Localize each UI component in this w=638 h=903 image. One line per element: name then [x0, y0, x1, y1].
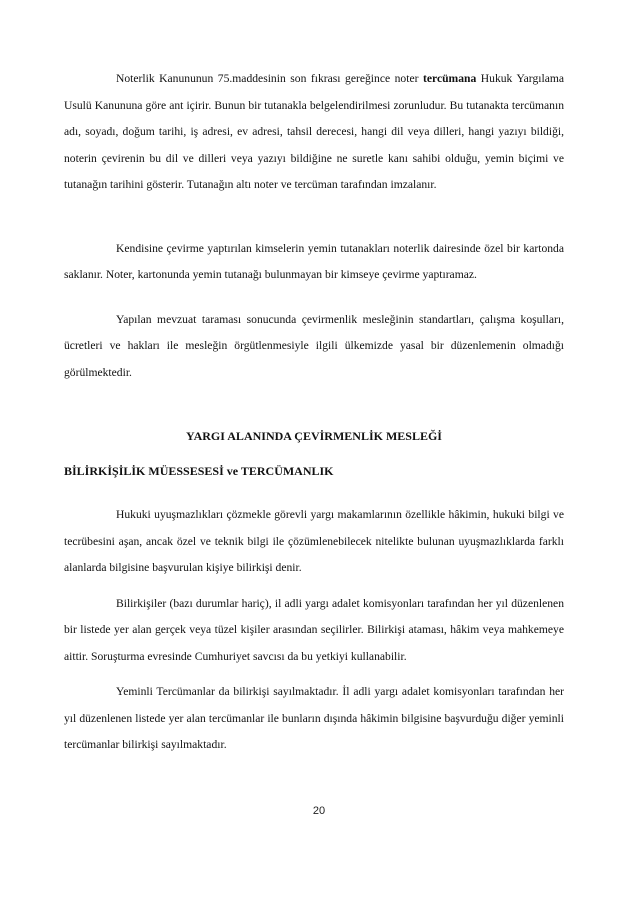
bold-term: tercümana [423, 72, 477, 85]
paragraph-notary-oath [64, 66, 564, 199]
paragraph-sworn-translators: Yeminli Tercümanlar da bilirkişi sayılmaktadır. İl adli yargı adalet komisyonları tarafından her yıl düzenlenen listede yer alan tercümanlar ile bunların dışında hâkimin bilgisine başvurduğu diğer yeminli tercümanlar bilirkişi sayılmaktadır. [64, 685, 564, 751]
document-page [64, 66, 564, 759]
paragraph-text: Noterlik Kanununun 75.maddesinin son fıkrası gereğince noter [116, 72, 423, 85]
paragraph-expert-definition: Hukuki uyuşmazlıkları çözmekle görevli yargı makamlarının özellikle hâkimin, hukuki bilgi ve tecrübesini aşan, ancak özel ve teknik bilgi ile çözümlenebilecek nitelikte bulunan uyuşmazlıklarda farklı alanlarda bilgisine başvurulan kişiye bilirkişi denir. [64, 508, 564, 574]
paragraph-expert-selection: Bilirkişiler (bazı durumlar hariç), il adli yargı adalet komisyonları tarafından her yıl düzenlenen bir listede yer alan gerçek veya tüzel kişiler arasından seçilirler. Bilirkişi ataması, hâkim veya mahkemeye aittir. Soruşturma evresinde Cumhuriyet savcısı da bu yetkiyi kullanabilir. [64, 596, 564, 663]
paragraph-oath-records: Kendisine çevirme yaptırılan kimselerin yemin tutanakları noterlik dairesinde özel bir kartonda saklanır. Noter, kartonunda yemin tutanağı bulunmayan bir kimseye çevirme yaptıramaz. [64, 241, 564, 281]
paragraph-text: Hukuk Yargılama Usulü Kanununa göre ant içirir. Bunun bir tutanakla belgelendirilmesi zorunludur. Bu tutanakta tercümanın adı, soyadı, doğum tarihi, iş adresi, ev adresi, tahsil derecesi, hangi dil veya dilleri, hangi yazıyı bildiği, noterin çevirenin bu dil ve dilleri veya yazıyı bildiğine ne suretle kanı sahibi olduğu, yemin biçimi ve tutanağın tarihini gösterir. Tutanağın altı noter ve tercüman tarafından imzalanır. [64, 72, 564, 191]
section-title: YARGI ALANINDA ÇEVİRMENLİK MESLEĞİ [186, 429, 442, 443]
paragraph-legislation-review: Yapılan mevzuat taraması sonucunda çevirmenlik mesleğinin standartları, çalışma koşulları, ücretleri ve hakları ile mesleğin örgütlenmesiyle ilgili ülkemizde yasal bir düzenlemenin olmadığı görülmektedir. [64, 312, 564, 379]
subsection-title: BİLİRKİŞİLİK MÜESSESESİ ve TERCÜMANLIK [64, 464, 334, 478]
page-number: 20 [312, 805, 326, 817]
